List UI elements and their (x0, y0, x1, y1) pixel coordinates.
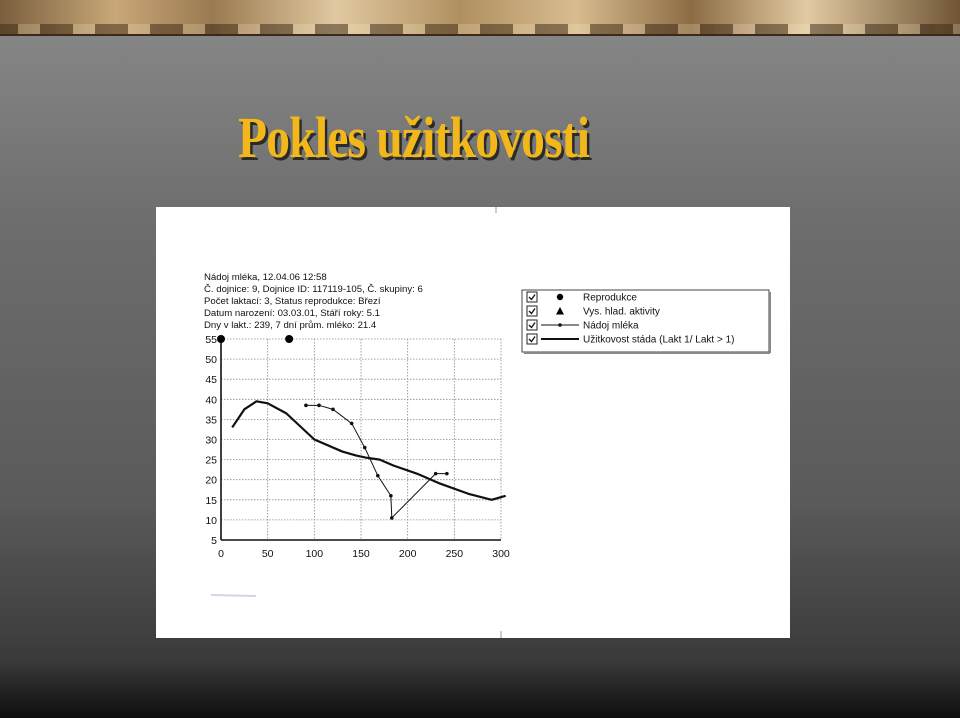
reproduction-marker (217, 335, 225, 343)
slide-title: Pokles užitkovosti (238, 105, 590, 170)
milk-yield-point (376, 474, 380, 478)
legend-label: Užitkovost stáda (Lakt 1/ Lakt > 1) (583, 334, 735, 346)
x-tick-label: 250 (445, 548, 464, 560)
milk-yield-point (331, 408, 335, 412)
milk-yield-point (389, 494, 393, 498)
legend-label: Vys. hlad. aktivity (583, 306, 660, 318)
info-line: Datum narození: 03.03.01, Stáří roky: 5.1 (204, 308, 380, 319)
chart-panel (156, 207, 790, 638)
plot-area (205, 334, 510, 560)
milk-yield-chart (156, 207, 790, 638)
x-tick-label: 300 (492, 548, 510, 560)
top-decorative-band (0, 0, 960, 36)
milk-yield-point (304, 404, 308, 408)
y-tick-label: 25 (205, 454, 217, 467)
reproduction-marker (285, 335, 293, 343)
milk-yield-point (350, 422, 354, 426)
x-tick-label: 150 (352, 548, 370, 560)
y-tick-label: 45 (205, 374, 217, 387)
chart-legend (522, 290, 770, 353)
milk-yield-line (306, 405, 447, 518)
info-line: Č. dojnice: 9, Dojnice ID: 117119-105, Č. skupiny: 6 (204, 284, 423, 295)
x-tick-label: 200 (398, 548, 417, 560)
legend-label: Reprodukce (583, 292, 637, 304)
legend-checkbox (527, 306, 537, 316)
legend-checkbox (527, 334, 537, 344)
legend-dot-marker (558, 323, 562, 327)
legend-label: Nádoj mléka (583, 320, 639, 332)
milk-yield-point (445, 472, 449, 476)
x-tick-label: 100 (305, 548, 324, 560)
legend-checkbox (527, 292, 537, 302)
info-line: Nádoj mléka, 12.04.06 12:58 (204, 272, 327, 283)
y-tick-label: 10 (205, 514, 217, 527)
y-tick-label: 5 (211, 535, 217, 547)
y-tick-label: 30 (205, 434, 217, 447)
milk-yield-point (390, 516, 394, 520)
y-tick-label: 55 (205, 334, 217, 346)
x-tick-label: 0 (218, 548, 224, 560)
scan-artifact-smudge (211, 595, 256, 596)
herd-yield-line (232, 401, 505, 499)
milk-yield-point (363, 446, 367, 450)
legend-checkbox (527, 320, 537, 330)
legend-circle-marker (557, 294, 563, 300)
info-line: Počet laktací: 3, Status reprodukce: Březí (204, 296, 381, 307)
y-tick-label: 15 (205, 494, 217, 507)
milk-yield-point (317, 404, 321, 408)
cow-info-block (204, 272, 423, 331)
x-tick-label: 50 (261, 548, 274, 560)
y-tick-label: 20 (205, 474, 217, 487)
info-line: Dny v lakt.: 239, 7 dní prům. mléko: 21.4 (204, 320, 377, 331)
y-tick-label: 50 (205, 354, 217, 367)
y-tick-label: 35 (205, 414, 217, 427)
y-tick-label: 40 (205, 394, 217, 407)
milk-yield-point (434, 472, 438, 476)
